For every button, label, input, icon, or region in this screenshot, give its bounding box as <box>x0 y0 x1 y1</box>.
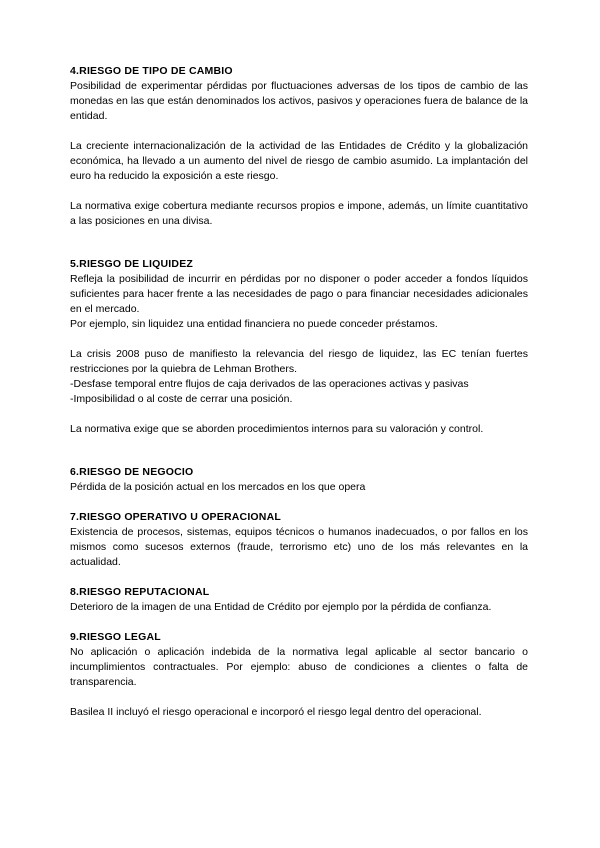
paragraph: No aplicación o aplicación indebida de la normativa legal aplicable al sector bancario o incumplimientos contractuales. Por ejemplo: abuso de condiciones a clientes o falta de transparencia. <box>70 646 528 688</box>
paragraph: Deterioro de la imagen de una Entidad de Crédito por ejemplo por la pérdida de confianza. <box>70 601 492 613</box>
paragraph: La normativa exige cobertura mediante recursos propios e impone, además, un límite cuantitativo a las posiciones en una divisa. <box>70 200 528 227</box>
list-line: -Imposibilidad o al coste de cerrar una posición. <box>70 393 293 405</box>
section-heading-riesgo-negocio: 6.RIESGO DE NEGOCIO <box>70 466 194 478</box>
paragraph: La creciente internacionalización de la actividad de las Entidades de Crédito y la globalización económica, ha llevado a un aumento del nivel de riesgo de cambio asumido. La implantación del euro ha reducido la exposición a este riesgo. <box>70 140 528 182</box>
paragraph: Refleja la posibilidad de incurrir en pérdidas por no disponer o poder acceder a fondos líquidos suficientes para hacer frente a las necesidades de pago o para financiar necesidades adicionales en el mercado. <box>70 273 528 315</box>
section-heading-riesgo-legal: 9.RIESGO LEGAL <box>70 631 161 643</box>
list-line: -Desfase temporal entre flujos de caja derivados de las operaciones activas y pasivas <box>70 378 469 390</box>
section-heading-riesgo-liquidez: 5.RIESGO DE LIQUIDEZ <box>70 258 194 270</box>
paragraph: Posibilidad de experimentar pérdidas por fluctuaciones adversas de los tipos de cambio de las monedas en las que están denominados los activos, pasivos y operaciones fuera de balance de la entidad. <box>70 80 528 122</box>
paragraph: Pérdida de la posición actual en los mercados en los que opera <box>70 481 366 493</box>
section-heading-riesgo-operativo: 7.RIESGO OPERATIVO U OPERACIONAL <box>70 511 281 523</box>
section-heading-riesgo-tipo-cambio: 4.RIESGO DE TIPO DE CAMBIO <box>70 65 233 77</box>
section-heading-riesgo-reputacional: 8.RIESGO REPUTACIONAL <box>70 586 210 598</box>
paragraph: La normativa exige que se aborden procedimientos internos para su valoración y control. <box>70 423 484 435</box>
paragraph: La crisis 2008 puso de manifiesto la relevancia del riesgo de liquidez, las EC tenían fuertes restricciones por la quiebra de Lehman Brothers. <box>70 348 528 375</box>
paragraph: Basilea II incluyó el riesgo operacional e incorporó el riesgo legal dentro del operacional. <box>70 706 482 718</box>
paragraph: Por ejemplo, sin liquidez una entidad financiera no puede conceder préstamos. <box>70 318 438 330</box>
paragraph: Existencia de procesos, sistemas, equipos técnicos o humanos inadecuados, o por fallos en los mismos como sucesos externos (fraude, terrorismo etc) uno de los más relevantes en la actualidad. <box>70 526 528 568</box>
